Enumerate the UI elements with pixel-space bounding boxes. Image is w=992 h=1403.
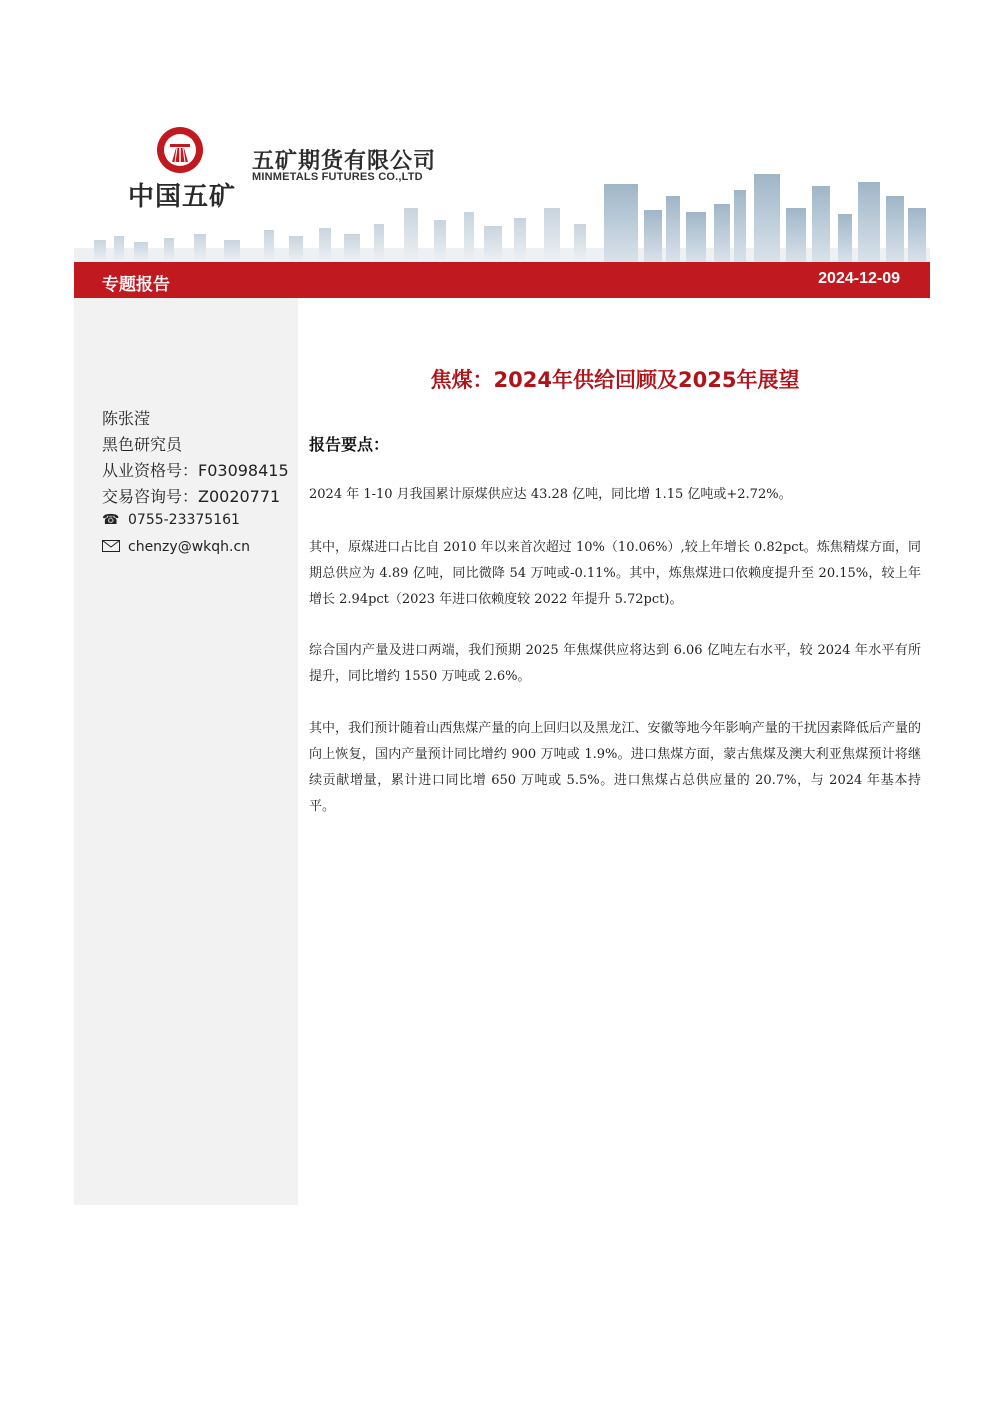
email-address[interactable]: chenzy@wkqh.cn <box>128 539 251 555</box>
mail-icon <box>102 539 122 555</box>
company-name: 五矿期货有限公司 <box>252 149 437 174</box>
email-contact <box>102 539 250 555</box>
phone-contact <box>102 512 240 528</box>
minmetals-logo-emblem <box>156 126 204 174</box>
paragraph-2: 其中，原煤进口占比自 2010 年以来首次超过 10%（10.06%）,较上年增长 0.82pct。炼焦精煤方面，同期总供应为 4.89 亿吨，同比微降 54 万吨或-0.11%。其中，炼焦煤进口依赖度提升至 20.15%，较上年增长 2.94pct（2023 年进口依赖度较 2022 年提升 5.72pct)。 <box>309 540 921 607</box>
report-date: 2024-12-09 <box>818 270 900 287</box>
paragraph-1: 2024 年 1-10 月我国累计原煤供应达 43.28 亿吨，同比增 1.15 亿吨或+2.72%。 <box>309 487 792 502</box>
section-heading: 报告要点： <box>309 435 390 454</box>
paragraph-3: 综合国内产量及进口两端，我们预期 2025 年焦煤供应将达到 6.06 亿吨左右水平，较 2024 年水平有所提升，同比增约 1550 万吨或 2.6%。 <box>309 643 921 684</box>
phone-icon: ☎ <box>102 512 120 528</box>
report-title: 焦煤：2024年供给回顾及2025年展望 <box>430 368 800 392</box>
phone-number: 0755-23375161 <box>128 512 240 528</box>
author-role: 黑色研究员 <box>102 435 183 454</box>
author-name: 陈张滢 <box>102 409 151 428</box>
author-sidebar <box>74 298 298 1205</box>
consult-number: 交易咨询号：Z0020771 <box>102 487 281 506</box>
logo-chinese-text: 中国五矿 <box>128 182 237 212</box>
paragraph-4: 其中，我们预计随着山西焦煤产量的向上回归以及黑龙江、安徽等地今年影响产量的干扰因素降低后产量的向上恢复，国内产量预计同比增约 900 万吨或 1.9%。进口焦煤方面，蒙古焦煤及澳大利亚焦煤预计将继续贡献增量，累计进口同比增 650 万吨或 5.5%。进口焦煤占总供应量的 20.7%，与 2024 年基本持平。 <box>309 721 921 814</box>
qualification-number: 从业资格号：F03098415 <box>102 461 289 480</box>
report-type-banner <box>74 262 930 298</box>
company-name-english: MINMETALS FUTURES CO.,LTD <box>252 171 423 183</box>
report-type-label: 专题报告 <box>102 275 170 295</box>
city-skyline-image <box>74 168 930 262</box>
